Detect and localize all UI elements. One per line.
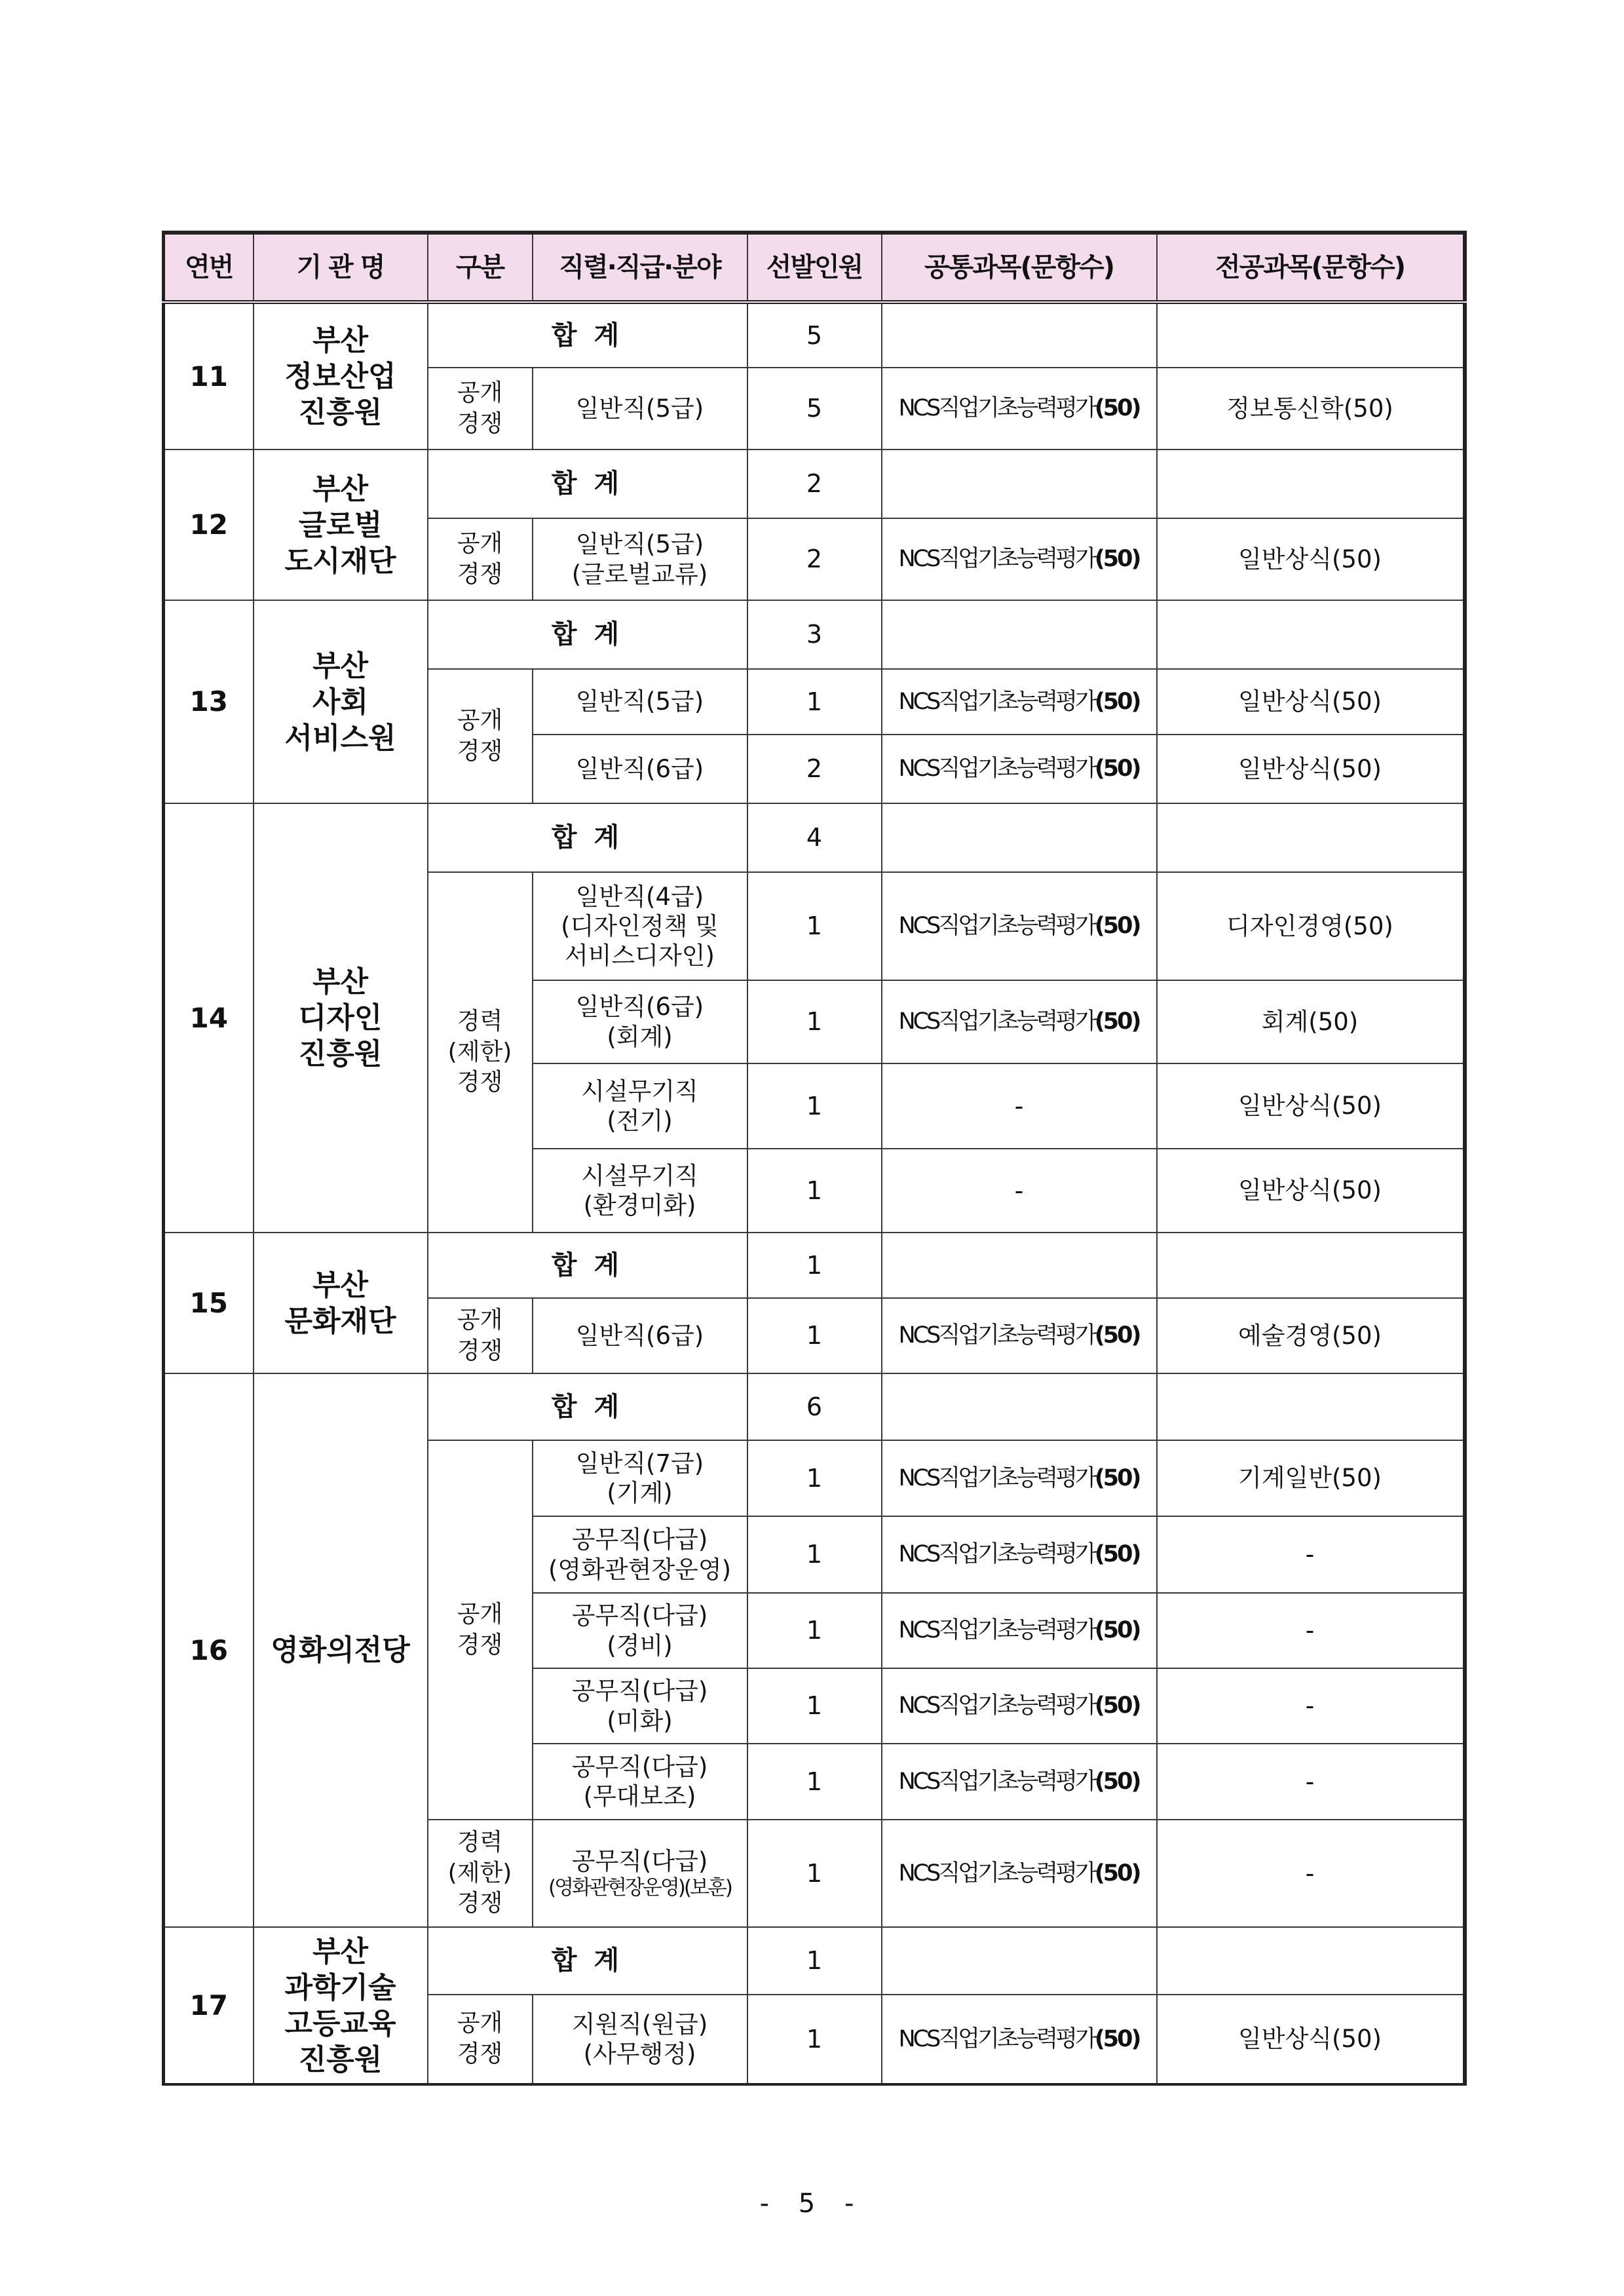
group-number: 13 [164, 600, 254, 803]
header-no: 연번 [164, 233, 254, 302]
job-cell [533, 368, 747, 450]
ncs-label: NCS직업기초능력평가 [898, 1768, 1095, 1795]
common-subject-cell [882, 1668, 1157, 1744]
cell-line: 일반직(6급) [575, 993, 704, 1022]
cell-line: 진흥원 [298, 396, 383, 429]
ncs-label: NCS직업기초능력평가 [898, 1464, 1095, 1491]
ncs-count: (50) [1094, 913, 1140, 940]
cell-line: 일반직(5급) [575, 530, 704, 559]
major-subject-cell: 일반상식(50) [1157, 1063, 1465, 1149]
cell-line: 부산 [312, 965, 368, 999]
common-subject-cell [882, 1593, 1157, 1668]
common-subject-empty [882, 302, 1157, 368]
cell-line: 공무직(다급) [571, 1752, 708, 1781]
common-subject-cell [882, 368, 1157, 450]
organization-name [254, 1927, 428, 2084]
major-subject-cell: - [1157, 1593, 1465, 1668]
total-count: 1 [747, 1233, 882, 1298]
job-cell [533, 735, 747, 803]
cell-line: 시설무기직 [581, 1161, 698, 1190]
cell-line: 영화의전당 [271, 1634, 410, 1667]
count-cell: 1 [747, 1820, 882, 1927]
common-subject-cell [882, 1820, 1157, 1927]
major-subject-cell: 일반상식(50) [1157, 735, 1465, 803]
cell-line: 지원직(원급) [571, 2010, 708, 2038]
organization-name [254, 450, 428, 600]
division-cell [428, 1995, 533, 2084]
job-cell [533, 980, 747, 1063]
major-subject-empty [1157, 450, 1465, 518]
cell-line: 일반직(4급) [575, 882, 704, 911]
major-subject-cell: 일반상식(50) [1157, 669, 1465, 735]
major-subject-cell: - [1157, 1668, 1465, 1744]
major-subject-empty [1157, 1927, 1465, 1995]
group-number: 17 [164, 1927, 254, 2084]
cell-line: 고등교육 [284, 2006, 396, 2040]
ncs-count: (50) [1094, 1860, 1140, 1886]
common-subject-cell [882, 669, 1157, 735]
sum-label: 합 계 [428, 1373, 747, 1440]
count-cell: 1 [747, 1516, 882, 1593]
count-cell: 1 [747, 669, 882, 735]
ncs-label: NCS직업기초능력평가 [898, 546, 1095, 573]
cell-line: 공무직(다급) [571, 1525, 708, 1554]
ncs-count: (50) [1094, 1617, 1140, 1644]
ncs-label: NCS직업기초능력평가 [898, 913, 1095, 940]
job-cell [533, 1516, 747, 1593]
common-subject-cell [882, 1744, 1157, 1820]
table-header-row [164, 233, 1465, 302]
cell-line: (영화관현장운영)(보훈) [548, 1875, 731, 1900]
ncs-count: (50) [1094, 756, 1140, 782]
count-cell: 1 [747, 1668, 882, 1744]
common-subject-cell [882, 980, 1157, 1063]
division-cell [428, 1440, 533, 1820]
cell-line: 정보산업 [284, 360, 396, 393]
cell-line: 공개 [457, 1306, 503, 1333]
header-common-subject: 공통과목(문항수) [882, 233, 1157, 302]
sum-label: 합 계 [428, 600, 747, 669]
cell-line: 도시재단 [284, 544, 396, 578]
cell-line: 일반직(5급) [575, 687, 704, 716]
cell-line: 부산 [312, 324, 368, 357]
job-cell [533, 1744, 747, 1820]
job-cell [533, 1149, 747, 1233]
division-cell [428, 1298, 533, 1373]
count-cell: 1 [747, 1440, 882, 1516]
job-cell [533, 1298, 747, 1373]
table-row-summary [164, 302, 1465, 368]
cell-line: (전기) [607, 1107, 673, 1135]
sum-label: 합 계 [428, 803, 747, 872]
cell-line: 진흥원 [298, 2042, 383, 2076]
ncs-count: (50) [1094, 1322, 1140, 1349]
cell-line: (제한) [447, 1859, 512, 1886]
common-subject-empty [882, 1927, 1157, 1995]
job-cell [533, 1440, 747, 1516]
count-cell: 1 [747, 1298, 882, 1373]
total-count: 6 [747, 1373, 882, 1440]
total-count: 2 [747, 450, 882, 518]
count-cell: 1 [747, 980, 882, 1063]
common-subject-cell [882, 872, 1157, 980]
cell-line: 서비스원 [284, 721, 396, 755]
cell-line: 서비스디자인) [565, 942, 715, 970]
table-row-summary [164, 803, 1465, 872]
division-cell [428, 872, 533, 1233]
cell-line: 부산 [312, 1934, 368, 1968]
total-count: 4 [747, 803, 882, 872]
header-count: 선발인원 [747, 233, 882, 302]
cell-line: 경쟁 [457, 1069, 503, 1096]
organization-name [254, 1373, 428, 1927]
common-subject-cell: - [882, 1149, 1157, 1233]
common-subject-empty [882, 450, 1157, 518]
ncs-count: (50) [1094, 1768, 1140, 1795]
count-cell: 1 [747, 1593, 882, 1668]
common-subject-empty [882, 600, 1157, 669]
job-cell [533, 1593, 747, 1668]
table-row-summary [164, 1927, 1465, 1995]
group-number: 11 [164, 302, 254, 450]
ncs-label: NCS직업기초능력평가 [898, 1008, 1095, 1035]
job-cell [533, 1820, 747, 1927]
common-subject-cell [882, 1298, 1157, 1373]
cell-line: 공개 [457, 1600, 503, 1628]
division-cell [428, 1820, 533, 1927]
count-cell: 1 [747, 872, 882, 980]
cell-line: (글로벌교류) [571, 560, 708, 588]
ncs-label: NCS직업기초능력평가 [898, 2025, 1095, 2052]
major-subject-empty [1157, 1233, 1465, 1298]
organization-name [254, 302, 428, 450]
ncs-label: NCS직업기초능력평가 [898, 1322, 1095, 1349]
group-number: 14 [164, 803, 254, 1233]
cell-line: 공개 [457, 706, 503, 734]
count-cell: 1 [747, 1995, 882, 2084]
total-count: 1 [747, 1927, 882, 1995]
ncs-label: NCS직업기초능력평가 [898, 1693, 1095, 1719]
common-subject-empty [882, 1233, 1157, 1298]
cell-line: (제한) [447, 1038, 512, 1065]
major-subject-empty [1157, 302, 1465, 368]
ncs-label: NCS직업기초능력평가 [898, 1860, 1095, 1886]
major-subject-empty [1157, 600, 1465, 669]
organization-name [254, 600, 428, 803]
ncs-label: NCS직업기초능력평가 [898, 1617, 1095, 1644]
major-subject-cell: 디자인경영(50) [1157, 872, 1465, 980]
count-cell: 1 [747, 1063, 882, 1149]
job-cell [533, 1995, 747, 2084]
common-subject-cell: - [882, 1063, 1157, 1149]
table-row-summary [164, 600, 1465, 669]
job-cell [533, 518, 747, 600]
group-number: 12 [164, 450, 254, 600]
cell-line: 과학기술 [284, 1970, 396, 2004]
ncs-label: NCS직업기초능력평가 [898, 756, 1095, 782]
count-cell: 2 [747, 518, 882, 600]
major-subject-cell: 일반상식(50) [1157, 1149, 1465, 1233]
ncs-count: (50) [1094, 395, 1140, 422]
cell-line: (영화관현장운영) [548, 1555, 732, 1584]
division-cell [428, 669, 533, 803]
cell-line: 경력 [457, 1007, 503, 1035]
major-subject-empty [1157, 803, 1465, 872]
division-cell [428, 518, 533, 600]
cell-line: 진흥원 [298, 1037, 383, 1071]
major-subject-cell: - [1157, 1744, 1465, 1820]
ncs-count: (50) [1094, 2025, 1140, 2052]
ncs-count: (50) [1094, 546, 1140, 573]
common-subject-cell [882, 1516, 1157, 1593]
cell-line: (사무행정) [583, 2040, 696, 2068]
sum-label: 합 계 [428, 302, 747, 368]
total-count: 3 [747, 600, 882, 669]
group-number: 15 [164, 1233, 254, 1373]
common-subject-empty [882, 1373, 1157, 1440]
job-cell [533, 669, 747, 735]
header-division: 구분 [428, 233, 533, 302]
cell-line: 공무직(다급) [571, 1601, 708, 1630]
table-body [164, 302, 1465, 2084]
cell-line: (회계) [607, 1022, 673, 1051]
major-subject-cell: 일반상식(50) [1157, 1995, 1465, 2084]
major-subject-cell: 예술경영(50) [1157, 1298, 1465, 1373]
major-subject-cell: 기계일반(50) [1157, 1440, 1465, 1516]
organization-name [254, 803, 428, 1233]
common-subject-empty [882, 803, 1157, 872]
table-row-summary [164, 1233, 1465, 1298]
cell-line: 공개 [457, 379, 503, 406]
header-job: 직렬·직급·분야 [533, 233, 747, 302]
cell-line: 경력 [457, 1828, 503, 1856]
cell-line: 부산 [312, 472, 368, 506]
job-cell [533, 872, 747, 980]
cell-line: 디자인 [298, 1001, 383, 1035]
major-subject-cell: - [1157, 1516, 1465, 1593]
count-cell: 2 [747, 735, 882, 803]
cell-line: 일반직(7급) [575, 1449, 704, 1478]
cell-line: 부산 [312, 649, 368, 683]
sum-label: 합 계 [428, 1233, 747, 1298]
cell-line: (환경미화) [583, 1191, 696, 1219]
cell-line: 공무직(다급) [571, 1846, 708, 1875]
cell-line: (무대보조) [583, 1782, 696, 1810]
cell-line: 경쟁 [457, 1890, 503, 1917]
cell-line: 경쟁 [457, 737, 503, 765]
division-cell [428, 368, 533, 450]
cell-line: 시설무기직 [581, 1077, 698, 1105]
count-cell: 1 [747, 1744, 882, 1820]
cell-line: 경쟁 [457, 1337, 503, 1364]
cell-line: (디자인정책 및 [561, 911, 719, 940]
cell-line: 공무직(다급) [571, 1677, 708, 1706]
major-subject-cell: 일반상식(50) [1157, 518, 1465, 600]
major-subject-empty [1157, 1373, 1465, 1440]
major-subject-cell: 회계(50) [1157, 980, 1465, 1063]
header-major-subject: 전공과목(문항수) [1157, 233, 1465, 302]
cell-line: 공개 [457, 529, 503, 557]
cell-line: 일반직(5급) [575, 394, 704, 423]
ncs-count: (50) [1094, 1693, 1140, 1719]
sum-label: 합 계 [428, 450, 747, 518]
cell-line: 부산 [312, 1268, 368, 1302]
common-subject-cell [882, 1995, 1157, 2084]
organization-name [254, 1233, 428, 1373]
cell-line: 경쟁 [457, 1631, 503, 1658]
major-subject-cell: - [1157, 1820, 1465, 1927]
job-cell [533, 1063, 747, 1149]
ncs-label: NCS직업기초능력평가 [898, 688, 1095, 715]
ncs-count: (50) [1094, 1541, 1140, 1568]
cell-line: 글로벌 [298, 508, 383, 542]
ncs-count: (50) [1094, 1464, 1140, 1491]
count-cell: 5 [747, 368, 882, 450]
ncs-count: (50) [1094, 688, 1140, 715]
header-org: 기 관 명 [254, 233, 428, 302]
sum-label: 합 계 [428, 1927, 747, 1995]
cell-line: 경쟁 [457, 410, 503, 437]
common-subject-cell [882, 1440, 1157, 1516]
job-cell [533, 1668, 747, 1744]
common-subject-cell [882, 518, 1157, 600]
table-row-summary [164, 450, 1465, 518]
page-number: - 5 - [759, 2189, 865, 2219]
major-subject-cell: 정보통신학(50) [1157, 368, 1465, 450]
cell-line: 경쟁 [457, 560, 503, 588]
table-row-summary [164, 1373, 1465, 1440]
cell-line: (미화) [607, 1706, 673, 1735]
ncs-label: NCS직업기초능력평가 [898, 395, 1095, 422]
count-cell: 1 [747, 1149, 882, 1233]
cell-line: 문화재단 [284, 1304, 396, 1338]
cell-line: (경비) [607, 1631, 673, 1660]
cell-line: 사회 [312, 685, 368, 719]
cell-line: 공개 [457, 2010, 503, 2037]
cell-line: 일반직(6급) [575, 1321, 704, 1350]
cell-line: 경쟁 [457, 2040, 503, 2067]
ncs-count: (50) [1094, 1008, 1140, 1035]
common-subject-cell [882, 735, 1157, 803]
cell-line: (기계) [607, 1479, 673, 1507]
ncs-label: NCS직업기초능력평가 [898, 1541, 1095, 1568]
recruitment-table [162, 231, 1467, 2086]
group-number: 16 [164, 1373, 254, 1927]
cell-line: 일반직(6급) [575, 754, 704, 783]
total-count: 5 [747, 302, 882, 368]
